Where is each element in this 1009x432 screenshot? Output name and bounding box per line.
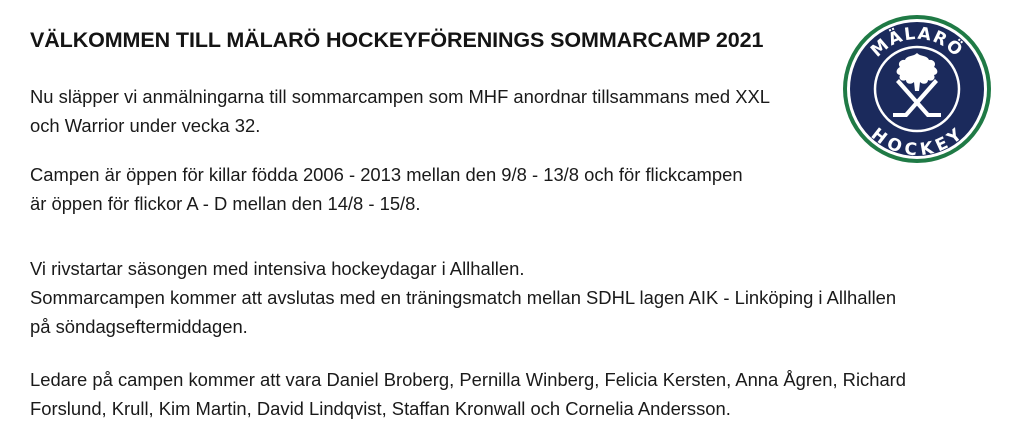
paragraph-line: är öppen för flickor A - D mellan den 14/8 - 15/8. bbox=[30, 193, 421, 214]
paragraph-line: på söndagseftermiddagen. bbox=[30, 316, 248, 337]
paragraph-line: Sommarcampen kommer att avslutas med en träningsmatch mellan SDHL lagen AIK - Linköping i Allhallen bbox=[30, 287, 897, 308]
paragraph-line: Nu släpper vi anmälningarna till sommarcampen som MHF anordnar tillsammans med XXL bbox=[30, 86, 770, 107]
paragraph-line: och Warrior under vecka 32. bbox=[30, 115, 261, 136]
paragraph-schedule bbox=[30, 254, 896, 341]
logo-bottom-text: HOCKEY bbox=[867, 124, 968, 161]
paragraph-line: Forslund, Krull, Kim Martin, David Lindqvist, Staffan Kronwall och Cornelia Andersson. bbox=[30, 398, 731, 419]
page-title: VÄLKOMMEN TILL MÄLARÖ HOCKEYFÖRENINGS SOMMARCAMP 2021 bbox=[30, 28, 764, 52]
paragraph-line: Vi rivstartar säsongen med intensiva hockeydagar i Allhallen. bbox=[30, 258, 525, 279]
paragraph-registration bbox=[30, 82, 770, 140]
paragraph-dates bbox=[30, 160, 743, 218]
paragraph-line: Ledare på campen kommer att vara Daniel Broberg, Pernilla Winberg, Felicia Kersten, Anna Ågren, Richard bbox=[30, 369, 907, 390]
paragraph-line: Campen är öppen för killar födda 2006 - 2013 mellan den 9/8 - 13/8 och för flickcampen bbox=[30, 164, 743, 185]
logo-top-text: MÄLARÖ bbox=[867, 23, 968, 62]
paragraph-leaders bbox=[30, 365, 906, 423]
club-logo bbox=[841, 13, 993, 165]
